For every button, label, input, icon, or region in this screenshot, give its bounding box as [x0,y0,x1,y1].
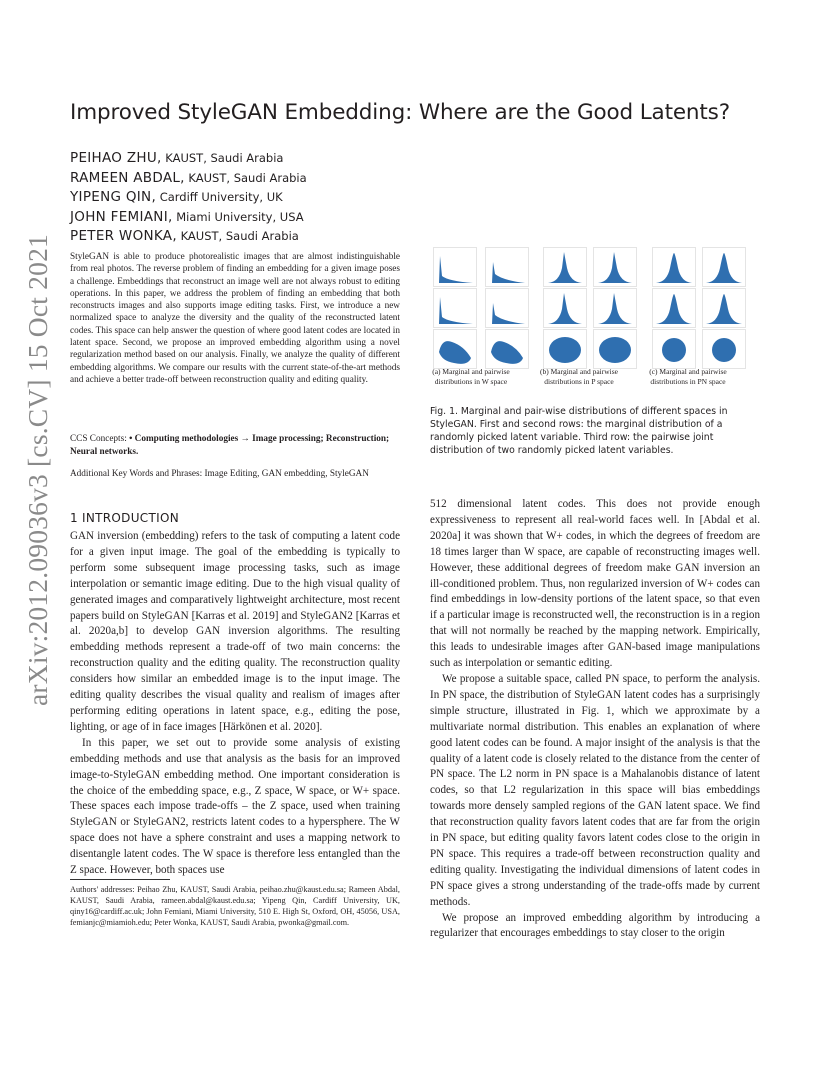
author-3: YIPENG QIN, Cardiff University, UK [70,189,283,205]
distribution-thumbnail [543,247,587,287]
subcaption-a: (a) Marginal and pairwise distributions in W space [432,367,510,386]
subcaption-b: (b) Marginal and pairwise distributions in P space [540,367,618,386]
paper-title: Improved StyleGAN Embedding: Where are the Good Latents? [70,100,730,125]
distribution-thumbnail [485,247,529,287]
distribution-thumbnail [485,288,529,328]
distribution-thumbnail [702,247,746,287]
arxiv-stamp [22,234,53,726]
distribution-thumbnail [433,288,477,328]
distribution-thumbnail [652,288,696,328]
keywords: Additional Key Words and Phrases: Image Editing, GAN embedding, StyleGAN [70,469,369,479]
author-list [70,149,430,247]
paragraph: We propose a suitable space, called PN space, to perform the analysis. In PN space, the distribution of StyleGAN latent codes has a surprisingly simple structure, illustrated in Fig. 1, which we approximate by a multivariate normal distribution. This enables an explanation of where good latent codes can be found. A major insight of the analysis is that the quality of a latent code is closely related to the distance from the center of PN space. The L2 norm in PN space is a Mahalanobis distance of latent codes, so that L2 regularization in this space will bias embeddings towards more densely sampled regions of the GAN latent space. We find that reconstruction quality favors latent codes that are far from the origin in PN space, but editing quality favors latent codes close to the origin in PN space. This requires a trade-off between reconstruction quality and editing quality. Investigating the individual dimensions of latent codes in PN space gives a strong understanding of the trade-offs made by current methods. [430,672,760,908]
distribution-thumbnail [485,329,529,369]
paragraph: GAN inversion (embedding) refers to the task of computing a latent code for a given input image. The goal of the embedding is typically to perform some subsequent image processing tasks, such as image interpolation or semantic image editing. Due to the high visual quality of generated images and comparatively lightweight architecture, most recent papers build on StyleGAN [Karras et al. 2019] and StyleGAN2 [Karras et al. 2020a,b] to develop GAN inversion algorithms. The resulting embedding methods represent a trade-off of two main concerns: the reconstruction quality and the editing quality. The reconstruction quality considers how similar an embedded image is to the input image. The editing quality describes the visual quality and realism of images after performing editing operations in latent space, e.g., editing the pose, lighting, or age of in face images [Härkönen et al. 2020]. [70,530,400,733]
author-4: JOHN FEMIANI, Miami University, USA [70,208,304,225]
author-5: PETER WONKA, KAUST, Saudi Arabia [70,228,299,244]
figure-caption: Fig. 1. Marginal and pair-wise distributions of different spaces in StyleGAN. First and second rows: the marginal distribution of a randomly picked latent variable. Third row: the pairwise joint distribution of two randomly picked latent variables. [430,406,728,456]
distribution-thumbnail [593,247,637,287]
left-column-body [70,529,400,879]
distribution-thumbnail [652,329,696,369]
distribution-thumbnail [702,329,746,369]
author-1: PEIHAO ZHU, KAUST, Saudi Arabia [70,150,284,166]
distribution-thumbnail [652,247,696,287]
paragraph: We propose an improved embedding algorithm by introducing a regularizer that encourages embeddings to stay closer to the origin [430,911,760,940]
footnote: Authors' addresses: Peihao Zhu, KAUST, Saudi Arabia, peihao.zhu@kaust.edu.sa; Rameen Abdal, KAUST, Saudi Arabia, rameen.abdal@kaust.edu.sa; Yipeng Qin, Cardiff University, UK, qiny16@cardiff.ac.uk; John Femiani, Miami University, 510 E. High St, Oxford, OH, 45056, USA, femianjc@miamioh.edu; Peter Wonka, KAUST, Saudi Arabia, pwonka@gmail.com. [70,885,400,928]
distribution-thumbnail [433,247,477,287]
footnote-rule [70,879,170,880]
abstract: StyleGAN is able to produce photorealistic images that are almost indistinguishable from real photos. The reverse problem of finding an embedding for a given image poses a challenge. Embeddings that reconstruct an image well are not always robust to editing operations. In this paper, we address the problem of finding an embedding that both reconstructs images and also supports image editing tasks. First, we introduce a new normalized space to analyze the diversity and the quality of the reconstructed latent codes. This space can help answer the question of where good latent codes are located in latent space. Second, we propose an improved embedding algorithm using a novel regularization method based on our analysis. Finally, we analyze the quality of different embedding algorithms. We compare our results with the current state-of-the-art methods and achieve a better trade-off between reconstruction quality and editing quality. [70,252,400,385]
distribution-thumbnail [593,329,637,369]
author-2: RAMEEN ABDAL, KAUST, Saudi Arabia [70,169,307,186]
distribution-thumbnail [433,329,477,369]
distribution-thumbnail [593,288,637,328]
subcaption-c: (c) Marginal and pairwise distributions in PN space [649,367,727,386]
paragraph: In this paper, we set out to provide some analysis of existing embedding methods and use that analysis as the basis for an improved image-to-StyleGAN embedding method. One important consideration is the choice of the embedding space, e.g., Z space, W space, or W+ space. These spaces each impose trade-offs – the Z space, used when training StyleGAN or StyleGAN2, restricts latent codes to a hypersphere. The W space does not have a sphere constraint and uses a mapping network to disentangle latent codes. The W space is therefore less entangled than the Z space. However, both spaces use [70,736,400,877]
right-column-body [430,497,760,942]
ccs-concepts: CCS Concepts: • Computing methodologies → Image processing; Reconstruction; Neural networks. [70,434,390,457]
paragraph: 512 dimensional latent codes. This does not provide enough expressiveness to represent all real-world faces well. In [Abdal et al. 2020a] it was shown that W+ codes, in which the degrees of freedom are 18 times larger than W space, are capable of reconstructing images well. However, these additional degrees of freedom make GAN inversion an ill-conditioned problem. Thus, non regularized inversion of W+ codes can find embeddings in low-density portions of the latent space, so that even if a particular image is reconstructed well, the reconstruction is in a region that will not normally be reached by the mapping network. Empirically, this leads to undesirable images after GAN-based image manipulations such as interpolation or semantic editing. [430,498,760,670]
arxiv-stamp-text: arXiv:2012.09036v3 [cs.CV] 15 Oct 2021 [22,234,53,706]
section-heading: 1 INTRODUCTION [70,511,179,525]
distribution-thumbnail [543,288,587,328]
distribution-thumbnail [702,288,746,328]
distribution-thumbnail [543,329,587,369]
